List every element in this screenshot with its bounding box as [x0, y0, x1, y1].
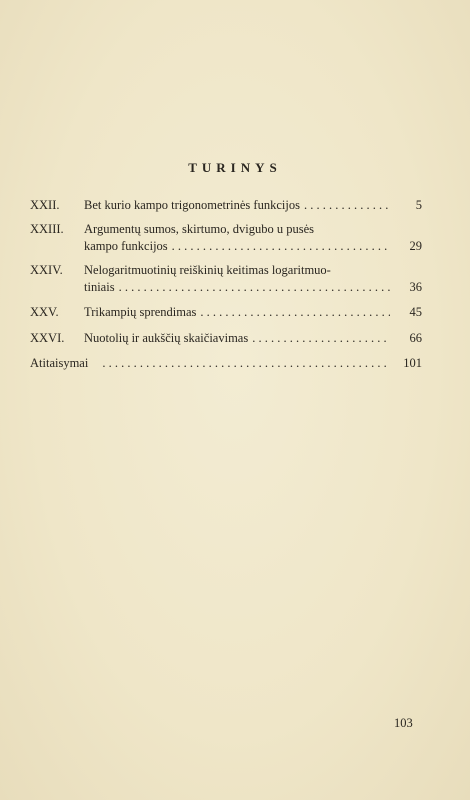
page-number: 5 — [415, 198, 422, 212]
dot-leader — [252, 331, 390, 346]
chapter-title: Nuotolių ir aukščių skaičiavimas — [84, 331, 249, 345]
chapter-number: XXIII. — [30, 222, 64, 236]
chapter-title: Bet kurio kampo trigonometrinės funkcijos — [84, 198, 300, 212]
page-title: TURINYS — [188, 160, 282, 175]
chapter-title-line-2: tiniais — [84, 280, 115, 294]
page-number: 101 — [403, 356, 422, 370]
dot-leader — [172, 239, 390, 254]
dot-leader — [200, 305, 390, 320]
dot-leader — [119, 280, 390, 295]
appendix-title: Atitaisymai — [30, 356, 89, 370]
chapter-number: XXIV. — [30, 263, 63, 277]
chapter-title-line-2: kampo funkcijos — [84, 239, 168, 253]
chapter-number: XXVI. — [30, 331, 65, 345]
page-number: 45 — [409, 305, 422, 319]
page-number: 66 — [409, 331, 422, 345]
chapter-number: XXII. — [30, 198, 60, 212]
page-number: 29 — [409, 239, 422, 253]
chapter-title-line-1: Nelogaritmuotinių reiškinių keitimas logaritmuo- — [84, 263, 331, 277]
folio-page-number: 103 — [394, 716, 413, 730]
chapter-number: XXV. — [30, 305, 59, 319]
chapter-title: Trikampių sprendimas — [84, 305, 197, 319]
dot-leader — [102, 356, 390, 371]
chapter-title-line-1: Argumentų sumos, skirtumo, dvigubo u pusės — [84, 222, 314, 236]
page-number: 36 — [409, 280, 422, 294]
dot-leader — [304, 198, 390, 213]
